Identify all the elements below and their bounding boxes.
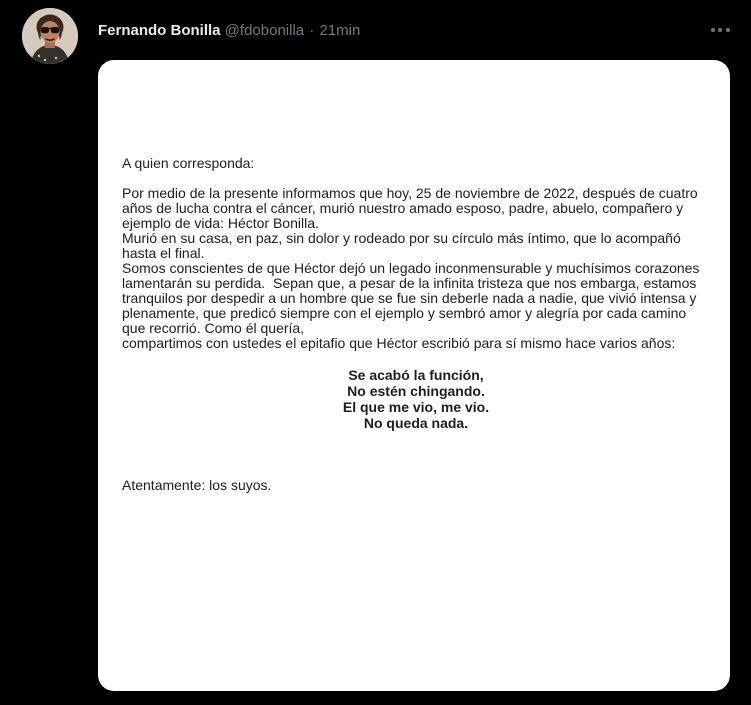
letter-body	[122, 186, 710, 351]
epitaph-line: No queda nada.	[363, 415, 469, 431]
letter-document	[98, 60, 730, 493]
avatar[interactable]	[22, 8, 78, 64]
letter-epitaph	[122, 367, 710, 431]
epitaph-line: Se acabó la función,	[348, 367, 484, 383]
more-button[interactable]	[703, 22, 737, 38]
profile-photo-icon	[22, 8, 78, 64]
epitaph-line: El que me vio, me vio.	[342, 399, 490, 415]
tweet-image[interactable]	[98, 60, 730, 691]
letter-closing: Atentamente: los suyos.	[122, 477, 272, 493]
letter-body-line: hasta el final.	[122, 245, 205, 261]
letter-body-line: compartimos con ustedes el epitafio que Héctor escribió para sí mismo hace varios años:	[122, 335, 676, 351]
meta-separator: ·	[309, 22, 315, 39]
letter-body-line: ejemplo de vida: Héctor Bonilla.	[122, 215, 319, 231]
letter-salutation: A quien corresponda:	[122, 155, 255, 171]
author-handle[interactable]: @fdobonilla	[224, 22, 305, 39]
author-name[interactable]: Fernando Bonilla	[98, 22, 221, 39]
letter-body-line: Murió en su casa, en paz, sin dolor y rodeado por su círculo más íntimo, que lo acompañó	[122, 230, 681, 246]
timestamp[interactable]: 21min	[319, 22, 361, 39]
letter-body-line: Somos conscientes de que Héctor dejó un legado inconmensurable y muchísimos corazones	[122, 260, 700, 276]
more-horizontal-icon	[711, 28, 730, 32]
tweet-header	[98, 21, 360, 40]
letter-body-line: tranquilos por despedir a un hombre que se fue sin deberle nada a nadie, que vivió intensa y	[122, 290, 697, 306]
epitaph-line: No estén chingando.	[347, 383, 485, 399]
letter-body-line: que recorrió. Como él quería,	[122, 320, 305, 336]
letter-body-line: años de lucha contra el cáncer, murió nuestro amado esposo, padre, abuelo, compañero y	[122, 200, 684, 216]
letter-body-line: Por medio de la presente informamos que hoy, 25 de noviembre de 2022, después de cuatro	[122, 185, 698, 201]
letter-body-line: plenamente, que predicó siempre con el ejemplo y sembró amor y alegría por cada camino	[122, 305, 687, 321]
letter-body-line: lamentarán su perdida. Sepan que, a pesar de la infinita tristeza que nos embarga, estamos	[122, 275, 697, 291]
